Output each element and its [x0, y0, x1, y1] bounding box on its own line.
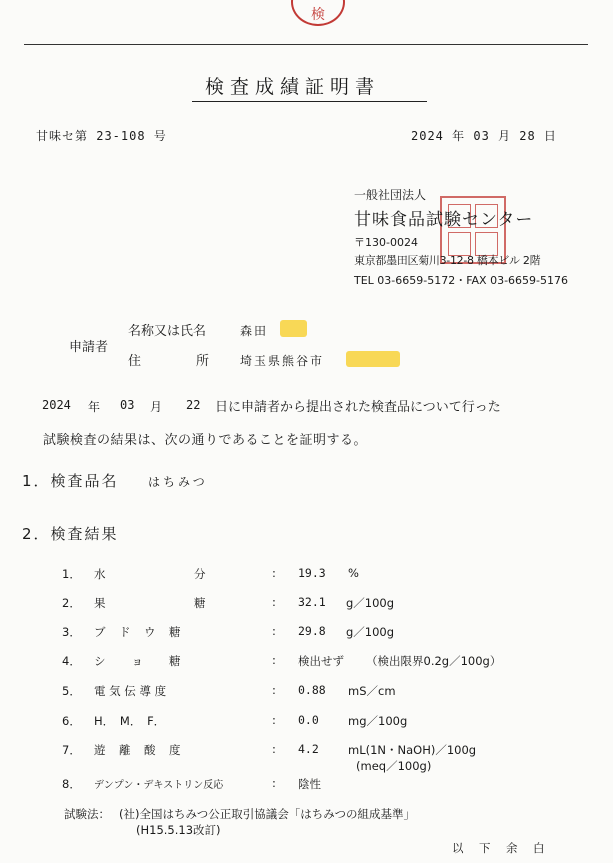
- result-colon: :: [272, 595, 276, 609]
- result-value: 検出せず: [298, 654, 344, 668]
- result-row: [0, 566, 613, 586]
- applicant-label: 申請者: [69, 340, 109, 355]
- result-label: H． M． F．: [94, 714, 166, 728]
- result-colon: :: [272, 653, 276, 667]
- result-unit-line2: (meq／100g): [356, 759, 432, 773]
- result-row: [0, 776, 613, 796]
- result-unit: g／100g: [346, 596, 395, 610]
- result-colon: :: [272, 683, 276, 697]
- result-value: 19.3: [298, 566, 326, 580]
- result-value: 4.2: [298, 742, 319, 756]
- result-colon: :: [272, 742, 276, 756]
- result-colon: :: [272, 776, 276, 790]
- result-row: [0, 653, 613, 673]
- section1-heading: 1．検査品名: [22, 472, 119, 490]
- method-label: 試験法：: [64, 807, 110, 821]
- cert-line1-text: 日に申請者から提出された検査品について行った: [215, 400, 501, 415]
- title-underline: [192, 101, 427, 102]
- org-address: 東京都墨田区菊川3-12-8 橋本ビル 2階: [354, 254, 541, 267]
- document-title: 検査成績証明書: [205, 76, 381, 98]
- result-unit-continuation: [0, 758, 613, 778]
- closing-remark: 以 下 余 白: [452, 841, 547, 855]
- result-unit: g／100g: [346, 625, 395, 639]
- result-row: [0, 595, 613, 615]
- result-label: 電 気 伝 導 度: [94, 684, 167, 698]
- result-value: 0.0: [298, 713, 319, 727]
- sample-name: はちみつ: [148, 475, 208, 489]
- applicant-name: 森田: [240, 324, 269, 338]
- result-unit: mS／cm: [348, 684, 396, 698]
- cert-month: 03: [120, 398, 135, 412]
- result-label: デンプン・デキストリン反応: [94, 780, 224, 791]
- result-number: 8．: [62, 777, 81, 791]
- result-number: 7．: [62, 743, 81, 757]
- address-label-part2: 所: [196, 354, 210, 369]
- result-note: （検出限界0.2g／100g）: [366, 654, 502, 668]
- address-label-part1: 住: [128, 354, 142, 369]
- result-colon: :: [272, 713, 276, 727]
- result-label: 水 分: [94, 567, 207, 581]
- header-rule: [24, 44, 588, 45]
- result-colon: :: [272, 624, 276, 638]
- document-number: 甘味セ第 23-108 号: [36, 129, 167, 143]
- result-number: 2．: [62, 596, 81, 610]
- result-row: [0, 683, 613, 703]
- result-value: 29.8: [298, 624, 326, 638]
- address-redaction-mark: [346, 351, 400, 367]
- result-label: シ ョ 糖: [94, 654, 182, 668]
- cert-year-unit: 年: [88, 400, 101, 414]
- result-label: ブ ド ウ 糖: [94, 625, 182, 639]
- result-number: 1．: [62, 567, 81, 581]
- issue-date: 2024 年 03 月 28 日: [411, 129, 557, 143]
- result-number: 6．: [62, 714, 81, 728]
- result-colon: :: [272, 566, 276, 580]
- result-unit: %: [348, 566, 359, 580]
- cert-year: 2024: [42, 398, 71, 412]
- cert-line2-text: 試験検査の結果は、次の通りであることを証明する。: [43, 433, 368, 448]
- result-unit: mL(1N・NaOH)／100g: [348, 743, 477, 757]
- org-name: 甘味食品試験センター: [354, 210, 534, 230]
- result-number: 3．: [62, 625, 81, 639]
- result-row: [0, 713, 613, 733]
- cert-day: 22: [186, 398, 201, 412]
- section2-heading: 2．検査結果: [22, 525, 119, 543]
- org-zip: 〒130-0024: [354, 236, 418, 249]
- result-row: [0, 624, 613, 644]
- name-label: 名称又は氏名: [128, 324, 207, 339]
- result-number: 4．: [62, 654, 81, 668]
- result-number: 5．: [62, 684, 81, 698]
- cert-month-unit: 月: [150, 400, 163, 414]
- result-value: 32.1: [298, 595, 326, 609]
- method-text-line1: (社)全国はちみつ公正取引協議会「はちみつの組成基準」: [119, 807, 416, 821]
- result-unit: mg／100g: [348, 714, 408, 728]
- result-label: 遊 離 酸 度: [94, 743, 182, 757]
- org-type: 一般社団法人: [354, 188, 427, 202]
- method-text-line2: (H15.5.13改訂): [136, 823, 221, 837]
- result-value: 0.88: [298, 683, 326, 697]
- applicant-address: 埼玉県熊谷市: [240, 354, 325, 368]
- name-redaction-mark: [280, 320, 307, 337]
- org-phone-fax: TEL 03-6659-5172・FAX 03-6659-5176: [354, 274, 569, 287]
- top-seal-text: 検: [311, 7, 325, 23]
- result-value: 陰性: [298, 777, 321, 791]
- result-label: 果 糖: [94, 596, 207, 610]
- top-red-seal: [291, 0, 345, 26]
